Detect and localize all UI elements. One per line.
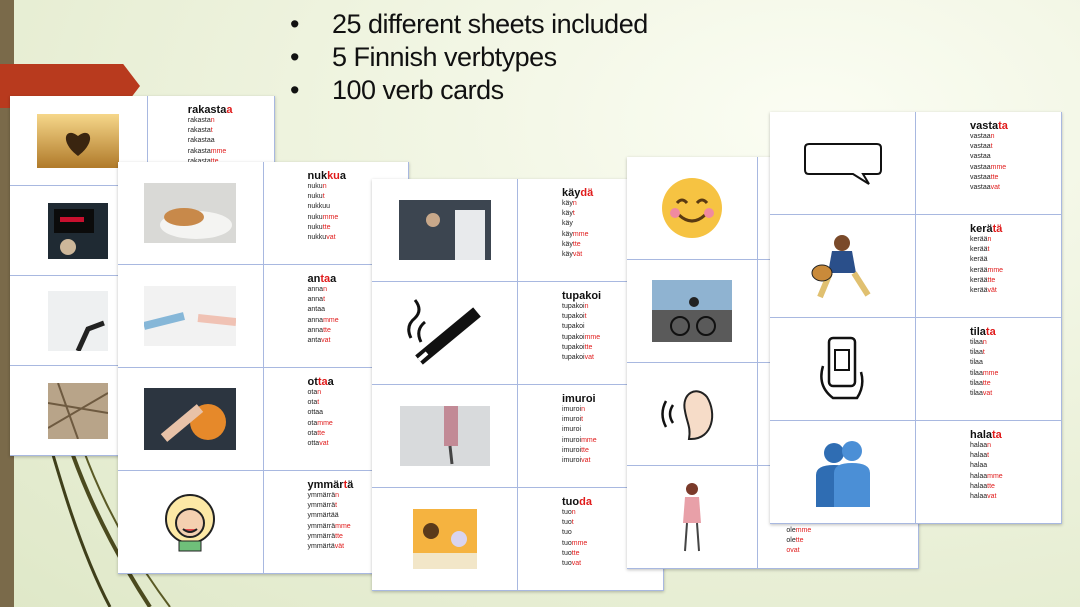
card-image-cyclist bbox=[627, 260, 758, 363]
verb-card-kayda: käydä käyn käyt käy käymme käytte käyvät bbox=[518, 179, 664, 282]
verb-infinitive: rakastaa bbox=[187, 104, 233, 116]
card-image-bringing-food bbox=[372, 488, 518, 591]
card-image-hug-icon bbox=[770, 421, 916, 524]
bullet-item: • 25 different sheets included bbox=[290, 9, 648, 39]
card-image-visiting bbox=[372, 179, 518, 282]
card-image-phone-order-icon bbox=[770, 318, 916, 421]
verb-card-ymmartaa: ymmärtä ymmärrän ymmärrät ymmärtää ymmärrämme ymmärrätte ymmärtävät bbox=[264, 471, 410, 574]
verb-card-nukkua: nukkua nukun nukut nukkuu nukumme nukutte nukkuvat bbox=[264, 162, 410, 265]
verb-card-rakastaa: rakastaa rakastan rakastat rakastaa rakastamme bbox=[148, 96, 275, 186]
verb-card-tilata: tilata tilaan tilaat tilaa tilaamme tilaatte tilaavat bbox=[916, 318, 1062, 421]
verb-card-tuoda: tuoda tuon tuot tuo tuomme tuotte tuovat bbox=[518, 488, 664, 591]
worksheet-2 bbox=[118, 162, 409, 574]
card-image-woman-figure bbox=[627, 466, 758, 569]
verb-card-imuroida: imuroi imuroin imuroit imuroi imuroimme imuroitte imuroivat bbox=[518, 385, 664, 488]
card-image-lightbulb-head bbox=[118, 471, 264, 574]
verb-card-ottaa: ottaa otan otat ottaa otamme otatte ottavat bbox=[264, 368, 410, 471]
card-image-collecting-person bbox=[770, 215, 916, 318]
worksheet-5 bbox=[770, 112, 1062, 524]
feature-bullet-list bbox=[290, 8, 648, 107]
verb-card-keratä: kerätä kerään keräät kerää keräämme keräätte keräävät bbox=[916, 215, 1062, 318]
worksheet-3 bbox=[372, 179, 664, 591]
card-image-vacuuming bbox=[372, 385, 518, 488]
verb-card-tupakoida: tupakoi tupakoin tupakoit tupakoi tupakoimme tupakoitte tupakoivat bbox=[518, 282, 664, 385]
verb-card-antaa: antaa annan annat antaa annamme annatte antavat bbox=[264, 265, 410, 368]
bullet-item: • 5 Finnish verbtypes bbox=[290, 42, 557, 72]
card-image-sleeping-cat bbox=[118, 162, 264, 265]
card-image-cigarette-icon bbox=[372, 282, 518, 385]
card-image-speech-bubble bbox=[770, 112, 916, 215]
card-image-orange-hand bbox=[118, 368, 264, 471]
card-image-smiley-emoji bbox=[627, 157, 758, 260]
verb-card-halata: halata halaan halaat halaa halaamme halaatte halaavat bbox=[916, 421, 1062, 524]
verb-card-olla-partial: olemme olette ovat bbox=[758, 466, 919, 569]
card-image-ear-icon bbox=[627, 363, 758, 466]
verb-card-vastata: vastata vastaan vastaat vastaa vastaamme vastaatte vastaavat bbox=[916, 112, 1062, 215]
card-image-giving-hands bbox=[118, 265, 264, 368]
bullet-item: • 100 verb cards bbox=[290, 75, 504, 105]
